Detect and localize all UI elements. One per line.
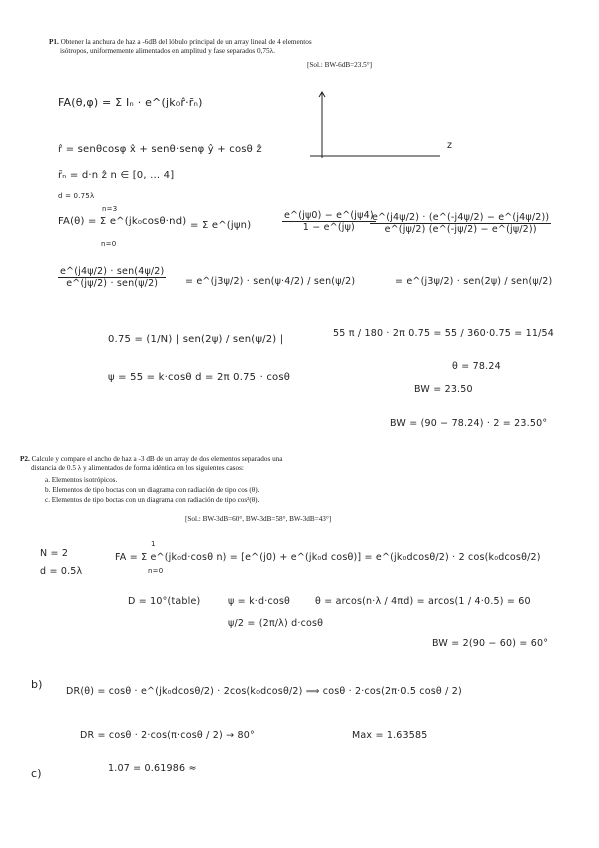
p2-statement-line1 — [20, 455, 282, 464]
p1-fa-definition: FA(θ,φ) = Σ Iₙ · e^(jk₀r̂·r̄ₙ) — [58, 96, 203, 109]
p1-number: P1. — [49, 38, 59, 46]
p2-bw: BW = 2(90 − 60) = 60° — [432, 638, 549, 649]
p1-eq-frac2 — [370, 212, 551, 235]
p1-eq-frac1 — [282, 210, 376, 233]
p2-b-label: b) — [31, 678, 43, 691]
p2-theta-acos: θ = arcos(n·λ / 4πd) = arcos(1 / 4·0.5) = 60 — [315, 596, 531, 607]
p1-line2-num: e^(j4ψ/2) · sen(4ψ/2) — [60, 266, 165, 277]
p2-c-eval: 1.07 = 0.61986 ≈ — [108, 763, 197, 774]
p2-statement-line2: distancia de 0.5 λ y alimentados de forma idéntica en los siguientes casos: — [31, 464, 244, 472]
p2-case-b: b. Elementos de tipo boctas con un diagrama con radiación de tipo cos (θ). — [45, 486, 260, 494]
p1-text-1: Obtener la anchura de haz a -6dB del lóbulo principal de un array lineal de 4 elementos — [60, 38, 312, 46]
p2-answer: [Sol.: BW-3dB=60°, BW-3dB=58°, BW-3dB=43°] — [185, 515, 332, 523]
p1-eq-line2-right: = e^(j3ψ/2) · sen(2ψ) / sen(ψ/2) — [395, 276, 553, 287]
p2-sum-bottom: n=0 — [148, 567, 164, 575]
p1-bw1: BW = 23.50 — [414, 384, 473, 395]
p1-frac2-den: e^(jψ/2) (e^(-jψ/2) − e^(jψ/2)) — [384, 224, 537, 235]
axis-label-z: z — [447, 140, 453, 151]
p1-r-n: r̄ₙ = d·n ẑ n ∈ [0, ... 4] — [58, 170, 175, 181]
p2-c-label: c) — [31, 767, 42, 780]
p1-sum-bottom: n=0 — [101, 240, 117, 248]
p2-fa: FA = Σ e^(jk₀d·cosθ n) = [e^(j0) + e^(jk₀d cosθ)] = e^(jk₀dcosθ/2) · 2 cos(k₀dcosθ/2) — [115, 552, 541, 563]
p2-d-value: d = 0.5λ — [40, 566, 83, 577]
p1-psi-value: ψ = 55 = k·cosθ d = 2π 0.75 · cosθ — [108, 372, 291, 383]
p2-dr: DR(θ) = cosθ · e^(jk₀dcosθ/2) · 2cos(k₀dcosθ/2) ⟹ cosθ · 2·cos(2π·0.5 cosθ / 2) — [66, 686, 462, 697]
p2-sum-top: 1 — [151, 540, 156, 548]
p1-r-hat: r̂ = senθcosφ x̂ + senθ·senφ ŷ + cosθ ẑ — [58, 144, 262, 155]
p1-fa-sum-line — [58, 216, 186, 227]
p1-d-value: d = 0.75λ — [58, 192, 95, 200]
p2-text-1: Calcule y compare el ancho de haz a -3 dB de un array de dos elementos separados una — [31, 455, 283, 463]
p1-statement-line2: isótropos, uniformemente alimentados en amplitud y fase separados 0,75λ. — [60, 47, 275, 55]
p1-frac1-den: 1 − e^(jψ) — [302, 222, 355, 233]
p1-eq-sum2: = Σ e^(jψn) — [190, 220, 252, 231]
p1-eq-line2-mid: = e^(j3ψ/2) · sen(ψ·4/2) / sen(ψ/2) — [185, 276, 356, 287]
p1-bw2: BW = (90 − 78.24) · 2 = 23.50° — [390, 418, 548, 429]
p1-eq-line2-frac — [58, 266, 166, 289]
p2-number: P2. — [20, 455, 30, 463]
p1-frac1-num: e^(jψ0) − e^(jψ4) — [284, 210, 374, 221]
p1-statement-line1 — [49, 38, 312, 47]
p2-d-table: D = 10°(table) — [128, 596, 201, 607]
p1-frac2-num: e^(j4ψ/2) · (e^(-j4ψ/2) − e^(j4ψ/2)) — [372, 212, 550, 223]
p2-dr-eval: DR = cosθ · 2·cos(π·cosθ / 2) → 80° — [80, 730, 255, 741]
axes-sketch — [300, 88, 453, 168]
p1-fa-sum: FA(θ) = Σ e^(jk₀cosθ·nd) — [58, 216, 187, 227]
p1-half-power: 0.75 = (1/N) | sen(2ψ) / sen(ψ/2) | — [108, 334, 284, 345]
p2-psi: ψ = k·d·cosθ — [228, 596, 291, 607]
p1-right-calc: 55 π / 180 · 2π 0.75 = 55 / 360·0.75 = 11/54 — [333, 328, 555, 339]
p2-case-a: a. Elementos isotrópicos. — [45, 476, 118, 484]
p1-sum-top: n=3 — [102, 205, 118, 213]
p1-line2-den: e^(jψ/2) · sen(ψ/2) — [66, 278, 159, 289]
p2-case-c: c. Elementos de tipo boctas con un diagrama con radiación de tipo cos²(θ). — [45, 496, 260, 504]
p1-answer: [Sol.: BW-6dB=23.5°] — [307, 61, 373, 69]
p1-theta-value: θ = 78.24 — [452, 361, 501, 372]
p2-max: Max = 1.63585 — [352, 730, 428, 741]
p2-n-value: N = 2 — [40, 548, 69, 559]
p2-psi-half: ψ/2 = (2π/λ) d·cosθ — [228, 618, 324, 629]
